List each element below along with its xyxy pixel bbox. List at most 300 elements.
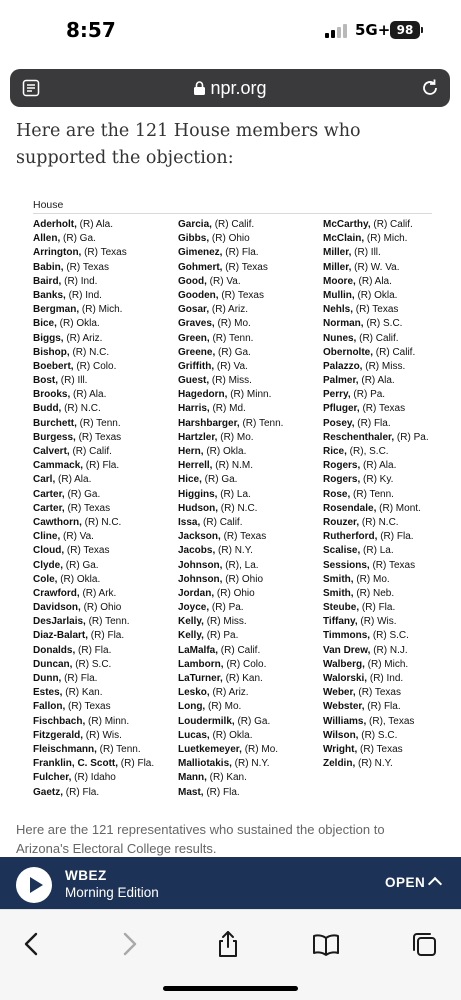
member-party-state: (R) Ohio (214, 587, 255, 599)
member-name: Good, (178, 275, 207, 287)
member-entry (178, 530, 326, 544)
reload-icon[interactable] (420, 78, 440, 98)
member-entry (178, 672, 326, 686)
member-name: Mullin, (323, 289, 355, 301)
member-entry (323, 629, 461, 643)
member-party-state: (R) Texas (218, 289, 264, 301)
member-name: Calvert, (33, 446, 70, 457)
member-name: Joyce, (178, 602, 210, 614)
member-party-state: (R) Tenn. (209, 332, 254, 344)
member-party-state: (R) Calif. (373, 346, 416, 358)
member-entry (178, 686, 326, 700)
open-player-button[interactable] (385, 875, 440, 890)
member-party-state: (R) Calif. (69, 446, 112, 457)
member-party-state: (R), S.C. (346, 446, 389, 457)
members-column-3 (323, 218, 461, 771)
member-name: Loudermilk, (178, 715, 235, 727)
member-party-state: (R) Okla. (203, 446, 247, 457)
member-party-state: (R) Texas (64, 502, 111, 514)
member-entry (33, 771, 181, 785)
member-party-state: (R) Texas (369, 559, 416, 571)
member-party-state: (R) Kan. (206, 772, 247, 784)
member-name: Arrington, (33, 247, 82, 259)
member-party-state: (R) Okla. (354, 289, 398, 301)
member-entry (323, 303, 461, 317)
battery-tip (421, 27, 423, 33)
member-entry (33, 317, 181, 331)
member-name: Walberg, (323, 658, 365, 670)
member-party-state: (R) Texas (357, 743, 403, 755)
play-button[interactable] (16, 867, 52, 903)
member-name: LaTurner, (178, 673, 223, 684)
member-name: Gosar, (178, 304, 210, 316)
member-entry (33, 757, 181, 771)
back-chevron-icon[interactable] (18, 930, 46, 958)
member-name: Scalise, (323, 545, 361, 557)
member-entry (33, 246, 181, 260)
member-party-state: (R) Ala. (358, 375, 395, 387)
member-name: Gaetz, (33, 786, 64, 798)
member-party-state: (R) Fla. (377, 531, 414, 543)
member-entry (178, 275, 326, 289)
member-name: Hern, (178, 446, 204, 457)
member-entry (178, 303, 326, 317)
battery-level: 98 (396, 23, 414, 37)
member-party-state: (R) N.Y. (231, 758, 270, 770)
member-entry (323, 275, 461, 289)
member-name: Bishop, (33, 346, 70, 358)
member-entry (178, 402, 326, 416)
member-entry (178, 516, 326, 530)
member-party-state: (R) Colo. (223, 658, 267, 670)
member-entry (323, 332, 461, 346)
member-name: Kelly, (178, 630, 204, 642)
member-entry (178, 757, 326, 771)
member-party-state: (R) Fla. (203, 786, 240, 798)
member-party-state: (R) Ala. (76, 219, 114, 230)
member-entry (33, 573, 181, 587)
member-entry (178, 658, 326, 672)
member-party-state: (R) Mo. (217, 431, 254, 443)
member-party-state: (R) Tenn. (96, 743, 141, 755)
member-name: Timmons, (323, 630, 371, 642)
member-name: Hice, (178, 474, 202, 486)
member-party-state: (R) Fla. (88, 630, 125, 642)
member-name: Palazzo, (323, 360, 363, 372)
member-name: Williams, (323, 715, 367, 727)
article-caption: Here are the 121 representatives who sustained the objection to Arizona's Electoral College results. (16, 822, 385, 856)
member-party-state: (R) Ohio (222, 573, 264, 585)
member-entry (323, 246, 461, 260)
member-entry (323, 218, 461, 232)
member-party-state: (R) Md. (209, 403, 246, 415)
member-name: Reschenthaler, (323, 431, 395, 443)
member-name: Fallon, (33, 701, 66, 713)
member-party-state: (R) Ga. (60, 233, 96, 245)
member-party-state: (R) Ind. (367, 673, 404, 684)
member-name: Fulcher, (33, 772, 72, 784)
member-entry (33, 587, 181, 601)
member-entry (178, 431, 326, 445)
member-party-state: (R) Mo. (241, 743, 279, 755)
member-name: Gooden, (178, 289, 219, 301)
member-name: Bost, (33, 375, 58, 387)
status-time: 8:57 (66, 18, 116, 42)
member-party-state: (R) Neb. (353, 587, 395, 599)
member-party-state: (R) Ga. (201, 474, 238, 486)
member-entry (33, 786, 181, 800)
member-entry (323, 445, 461, 459)
member-name: Long, (178, 701, 206, 713)
member-party-state: (R) Pa. (350, 389, 386, 401)
member-entry (178, 559, 326, 573)
member-party-state: (R) S.C. (72, 658, 112, 670)
member-entry (323, 317, 461, 331)
member-name: Zeldin, (323, 758, 356, 770)
member-name: Sessions, (323, 559, 370, 571)
member-name: Lesko, (178, 687, 210, 699)
member-party-state: (R) Ala. (55, 474, 92, 486)
member-name: Cammack, (33, 460, 84, 472)
member-party-state: (R) N.J. (370, 644, 408, 656)
member-entry (323, 289, 461, 303)
member-name: McClain, (323, 233, 365, 245)
member-party-state: (R) N.C. (81, 516, 122, 528)
member-name: Mast, (178, 786, 204, 798)
status-bar (0, 0, 461, 62)
member-party-state: (R) Ohio (209, 233, 250, 245)
member-entry (178, 502, 326, 516)
member-name: DesJarlais, (33, 616, 86, 628)
member-name: Clyde, (33, 559, 64, 571)
member-party-state: (R) S.C. (358, 729, 398, 741)
member-name: Davidson, (33, 602, 81, 614)
member-party-state: (R) Ariz. (63, 332, 103, 344)
member-party-state: (R) N.M. (212, 460, 254, 472)
member-entry (323, 530, 461, 544)
member-name: Allen, (33, 233, 61, 245)
member-name: Estes, (33, 687, 63, 699)
member-name: Graves, (178, 318, 215, 330)
member-name: Hudson, (178, 502, 218, 514)
member-entry (323, 686, 461, 700)
member-name: Tiffany, (323, 616, 358, 628)
member-entry (323, 573, 461, 587)
member-name: Webster, (323, 701, 365, 713)
member-entry (33, 360, 181, 374)
member-party-state: (R) Miss. (362, 360, 406, 372)
member-entry (33, 715, 181, 729)
member-entry (178, 218, 326, 232)
member-entry (33, 218, 181, 232)
member-party-state: (R) Texas (359, 403, 406, 415)
member-party-state: (R) Ga. (63, 559, 99, 571)
battery-icon (390, 21, 420, 39)
member-name: Dunn, (33, 673, 62, 684)
member-entry (178, 587, 326, 601)
member-name: Gibbs, (178, 233, 210, 245)
member-entry (33, 459, 181, 473)
member-party-state: (R) W. Va. (351, 261, 400, 273)
member-party-state: (R) Mich. (364, 233, 408, 245)
member-party-state: (R) Va. (206, 275, 241, 287)
member-party-state: (R) Okla. (209, 729, 253, 741)
member-entry (33, 615, 181, 629)
member-entry (323, 544, 461, 558)
member-name: Lamborn, (178, 658, 224, 670)
member-entry (323, 672, 461, 686)
member-entry (178, 644, 326, 658)
member-entry (178, 729, 326, 743)
member-name: Smith, (323, 573, 354, 585)
members-column-2 (178, 218, 326, 800)
member-name: Mann, (178, 772, 207, 784)
member-entry (33, 544, 181, 558)
member-name: Cawthorn, (33, 516, 82, 528)
member-name: Rosendale, (323, 502, 377, 514)
member-entry (323, 417, 461, 431)
member-entry (33, 402, 181, 416)
member-entry (323, 388, 461, 402)
member-entry (178, 246, 326, 260)
member-name: Hartzler, (178, 431, 218, 443)
member-entry (323, 402, 461, 416)
member-entry (33, 658, 181, 672)
member-name: McCarthy, (323, 219, 371, 230)
member-party-state: (R) Tenn. (239, 417, 284, 429)
member-entry (178, 771, 326, 785)
member-entry (178, 360, 326, 374)
member-name: Gohmert, (178, 261, 223, 273)
member-name: Crawford, (33, 587, 80, 599)
member-entry (33, 275, 181, 289)
member-party-state: (R) Fla. (61, 673, 98, 684)
member-party-state: (R) Fla. (63, 786, 100, 798)
member-name: Moore, (323, 275, 356, 287)
member-party-state: (R) Fla. (364, 701, 401, 713)
member-party-state: (R) Texas (63, 261, 109, 273)
member-party-state: (R), Texas (366, 715, 415, 727)
audio-player-bar[interactable] (0, 857, 461, 909)
member-party-state: (R) Fla. (75, 644, 112, 656)
member-name: Weber, (323, 687, 356, 699)
member-entry (33, 346, 181, 360)
member-party-state: (R) Texas (75, 431, 122, 443)
member-entry (323, 615, 461, 629)
url-text: npr.org (210, 78, 267, 98)
member-name: Luetkemeyer, (178, 743, 242, 755)
member-entry (33, 729, 181, 743)
member-entry (33, 516, 181, 530)
member-party-state: (R) Pa. (203, 630, 239, 642)
url-display[interactable] (10, 69, 450, 107)
home-indicator (163, 986, 298, 991)
member-party-state: (R) Ohio (80, 602, 122, 614)
member-name: Gimenez, (178, 247, 223, 259)
member-name: Pfluger, (323, 403, 360, 415)
article-intro: Here are the 121 House members who supported the objection: (16, 121, 361, 168)
member-name: Obernolte, (323, 346, 374, 358)
member-party-state: (R) Ky. (360, 474, 394, 486)
member-party-state: (R) Idaho (71, 772, 116, 784)
member-name: Walorski, (323, 673, 368, 684)
member-party-state: (R) Mo. (353, 573, 390, 585)
member-name: Jacobs, (178, 545, 216, 557)
section-label: House (33, 199, 64, 211)
forward-chevron-icon[interactable] (115, 930, 143, 958)
share-icon[interactable] (214, 930, 242, 958)
tabs-icon[interactable] (410, 930, 438, 958)
members-column-1 (33, 218, 181, 800)
member-party-state: (R) N.C. (69, 346, 110, 358)
member-entry (323, 743, 461, 757)
member-entry (178, 743, 326, 757)
member-party-state: (R) Texas (353, 304, 399, 316)
member-name: Perry, (323, 389, 351, 401)
member-name: Miller, (323, 247, 352, 259)
member-entry (33, 686, 181, 700)
member-entry (33, 388, 181, 402)
member-party-state: (R) Ariz. (209, 304, 249, 316)
member-name: LaMalfa, (178, 644, 219, 656)
address-bar[interactable] (10, 69, 450, 107)
member-name: Guest, (178, 375, 210, 387)
member-name: Cloud, (33, 545, 65, 557)
member-name: Brooks, (33, 389, 71, 401)
member-name: Harshbarger, (178, 417, 240, 429)
member-name: Burchett, (33, 417, 77, 429)
member-name: Griffith, (178, 360, 215, 372)
member-party-state: (R) N.C. (359, 516, 399, 528)
member-entry (323, 601, 461, 615)
member-entry (323, 374, 461, 388)
member-entry (178, 289, 326, 303)
member-entry (33, 232, 181, 246)
member-entry (33, 488, 181, 502)
member-entry (33, 289, 181, 303)
member-party-state: (R) Okla. (56, 318, 100, 330)
member-party-state: (R) Ala. (70, 389, 107, 401)
member-party-state: (R) La. (217, 488, 251, 500)
member-party-state: (R) Ga. (234, 715, 271, 727)
member-name: Wilson, (323, 729, 359, 741)
member-party-state: (R) Ark. (79, 587, 117, 599)
member-name: Bergman, (33, 304, 80, 316)
member-entry (33, 431, 181, 445)
member-party-state: (R) Miss. (209, 375, 252, 387)
play-icon (30, 877, 43, 893)
member-party-state: (R) Pa. (209, 602, 244, 614)
member-entry (323, 644, 461, 658)
member-name: Cline, (33, 531, 61, 543)
member-party-state: (R) Wis. (83, 729, 122, 741)
member-name: Boebert, (33, 360, 74, 372)
member-name: Franklin, C. Scott, (33, 758, 119, 770)
member-name: Carl, (33, 474, 56, 486)
member-party-state: (R) Calif. (370, 219, 413, 230)
member-entry (178, 715, 326, 729)
member-entry (323, 473, 461, 487)
member-party-state: (R) Tenn. (85, 616, 130, 628)
member-name: Baird, (33, 275, 62, 287)
member-entry (323, 502, 461, 516)
member-name: Rouzer, (323, 516, 360, 528)
member-name: Carter, (33, 502, 65, 514)
member-entry (178, 417, 326, 431)
member-entry (33, 502, 181, 516)
member-entry (33, 303, 181, 317)
reader-mode-icon[interactable] (22, 79, 40, 97)
member-party-state: (R) Tenn. (350, 488, 394, 500)
member-entry (178, 786, 326, 800)
member-party-state: (R) Fla. (359, 602, 396, 614)
member-name: Johnson, (178, 573, 223, 585)
member-entry (178, 261, 326, 275)
member-party-state: (R) Fla. (83, 460, 120, 472)
member-entry (178, 232, 326, 246)
member-name: Fischbach, (33, 715, 86, 727)
member-entry (178, 488, 326, 502)
member-entry (323, 431, 461, 445)
member-entry (323, 360, 461, 374)
member-name: Jordan, (178, 587, 215, 599)
member-party-state: (R) Texas (65, 701, 111, 713)
chevron-up-icon (428, 877, 442, 891)
member-entry (178, 615, 326, 629)
member-name: Steube, (323, 602, 360, 614)
member-entry (323, 261, 461, 275)
member-party-state: (R) Texas (355, 687, 401, 699)
network-type: 5G+ (355, 21, 391, 39)
member-name: Fleischmann, (33, 743, 97, 755)
member-entry (178, 473, 326, 487)
member-entry (178, 544, 326, 558)
member-party-state: (R) Ga. (215, 346, 251, 358)
station-name: WBEZ (65, 868, 107, 883)
member-name: Harris, (178, 403, 210, 415)
member-entry (178, 317, 326, 331)
member-entry (33, 629, 181, 643)
member-name: Herrell, (178, 460, 213, 472)
member-name: Norman, (323, 318, 364, 330)
member-party-state: (R) Mo. (214, 318, 251, 330)
member-name: Diaz-Balart, (33, 630, 89, 642)
member-party-state: (R) Mont. (376, 502, 421, 514)
member-party-state: (R) Calif. (356, 332, 399, 344)
member-name: Babin, (33, 261, 64, 273)
member-entry (33, 743, 181, 757)
member-name: Rose, (323, 488, 351, 500)
member-name: Issa, (178, 516, 201, 528)
member-entry (33, 332, 181, 346)
member-entry (33, 530, 181, 544)
member-party-state: (R) N.Y. (215, 545, 253, 557)
member-party-state: (R) S.C. (370, 630, 409, 642)
member-name: Garcia, (178, 219, 212, 230)
member-name: Green, (178, 332, 210, 344)
member-entry (178, 445, 326, 459)
member-name: Donalds, (33, 644, 76, 656)
member-party-state: (R) N.C. (218, 502, 258, 514)
member-name: Higgins, (178, 488, 218, 500)
member-name: Rogers, (323, 474, 361, 486)
member-name: Banks, (33, 289, 66, 301)
member-name: Nunes, (323, 332, 357, 344)
member-entry (323, 516, 461, 530)
book-icon[interactable] (312, 930, 340, 958)
member-entry (323, 757, 461, 771)
member-party-state: (R) Mich. (79, 304, 123, 316)
